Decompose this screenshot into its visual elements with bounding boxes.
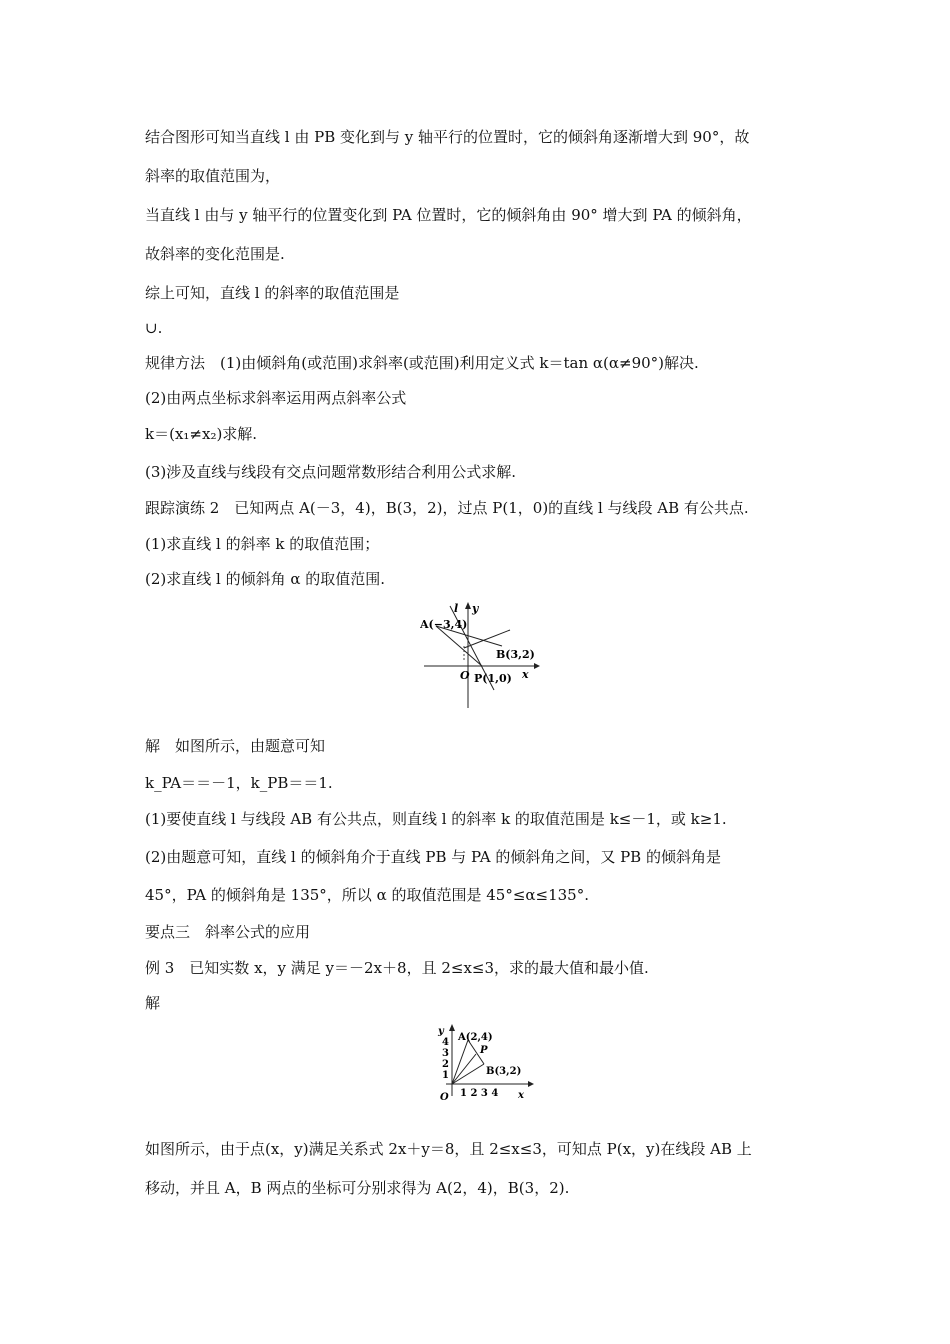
text-line-21: 解 xyxy=(145,994,161,1012)
text-line-10: (3)涉及直线与线段有交点问题常数形结合利用公式求解. xyxy=(145,463,517,481)
text-line-23: 移动，并且 A，B 两点的坐标可分别求得为 A(2，4)，B(3，2). xyxy=(145,1179,570,1197)
text-line-12: (1)求直线 l 的斜率 k 的取值范围； xyxy=(145,535,380,553)
fig2-label-y: y xyxy=(438,1026,444,1037)
fig1-label-x: x xyxy=(522,668,529,681)
fig2-ytick-1: 1 xyxy=(442,1070,449,1081)
fig2-label-b: B(3,2) xyxy=(486,1066,522,1077)
fig2-ytick-3: 3 xyxy=(442,1048,449,1059)
text-line-5: 综上可知，直线 l 的斜率的取值范围是 xyxy=(145,284,400,302)
text-line-9: k＝(x₁≠x₂)求解. xyxy=(145,425,258,443)
fig2-label-p: P xyxy=(480,1045,488,1056)
text-line-2: 斜率的取值范围为， xyxy=(145,167,281,185)
text-line-15: k_PA＝＝－1，k_PB＝＝1. xyxy=(145,774,333,792)
fig2-ytick-4: 4 xyxy=(442,1037,449,1048)
text-line-14: 解 如图所示，由题意可知 xyxy=(145,737,326,755)
fig2-label-o: O xyxy=(440,1092,449,1103)
text-line-11: 跟踪演练 2 已知两点 A(－3，4)，B(3，2)，过点 P(1，0)的直线 l 与线段 AB 有公共点. xyxy=(145,499,749,517)
text-line-8: (2)由两点坐标求斜率运用两点斜率公式 xyxy=(145,389,407,407)
text-line-17: (2)由题意可知，直线 l 的倾斜角介于直线 PB 与 PA 的倾斜角之间，又 PB 的倾斜角是 xyxy=(145,848,721,866)
figure-line-through-p xyxy=(420,600,540,710)
fig1-label-a: A(−3,4) xyxy=(420,618,468,631)
text-line-18: 45°，PA 的倾斜角是 135°，所以 α 的取值范围是 45°≤α≤135°. xyxy=(145,886,589,904)
section-heading: 要点三 斜率公式的应用 xyxy=(145,923,311,941)
fig2-xticks: 1 2 3 4 xyxy=(460,1088,499,1099)
text-line-20: 例 3 已知实数 x，y 满足 y＝－2x＋8，且 2≤x≤3，求的最大值和最小值. xyxy=(145,959,649,977)
fig1-label-y: y xyxy=(472,602,479,615)
fig2-label-x: x xyxy=(518,1090,524,1101)
fig2-label-a: A(2,4) xyxy=(458,1032,493,1043)
figure-segment-ab xyxy=(424,1024,534,1108)
text-line-1: 结合图形可知当直线 l 由 PB 变化到与 y 轴平行的位置时，它的倾斜角逐渐增大到 90°，故 xyxy=(145,128,750,146)
fig1-label-l: l xyxy=(454,602,459,615)
text-line-7: 规律方法 (1)由倾斜角(或范围)求斜率(或范围)利用定义式 k＝tan α(α≠90°)解决. xyxy=(145,354,699,372)
fig1-label-o: O xyxy=(460,669,470,682)
text-line-22: 如图所示，由于点(x，y)满足关系式 2x＋y＝8，且 2≤x≤3，可知点 P(x，y)在线段 AB 上 xyxy=(145,1140,752,1158)
text-line-16: (1)要使直线 l 与线段 AB 有公共点，则直线 l 的斜率 k 的取值范围是 k≤－1，或 k≥1. xyxy=(145,810,727,828)
text-line-4: 故斜率的变化范围是. xyxy=(145,245,285,263)
text-line-3: 当直线 l 由与 y 轴平行的位置变化到 PA 位置时，它的倾斜角由 90° 增大到 PA 的倾斜角， xyxy=(145,206,752,224)
text-line-13: (2)求直线 l 的倾斜角 α 的取值范围. xyxy=(145,570,386,588)
text-line-6: ∪. xyxy=(145,319,163,337)
fig2-ytick-2: 2 xyxy=(442,1059,449,1070)
fig1-label-b: B(3,2) xyxy=(496,648,535,661)
fig1-label-p: P(1,0) xyxy=(474,672,512,685)
